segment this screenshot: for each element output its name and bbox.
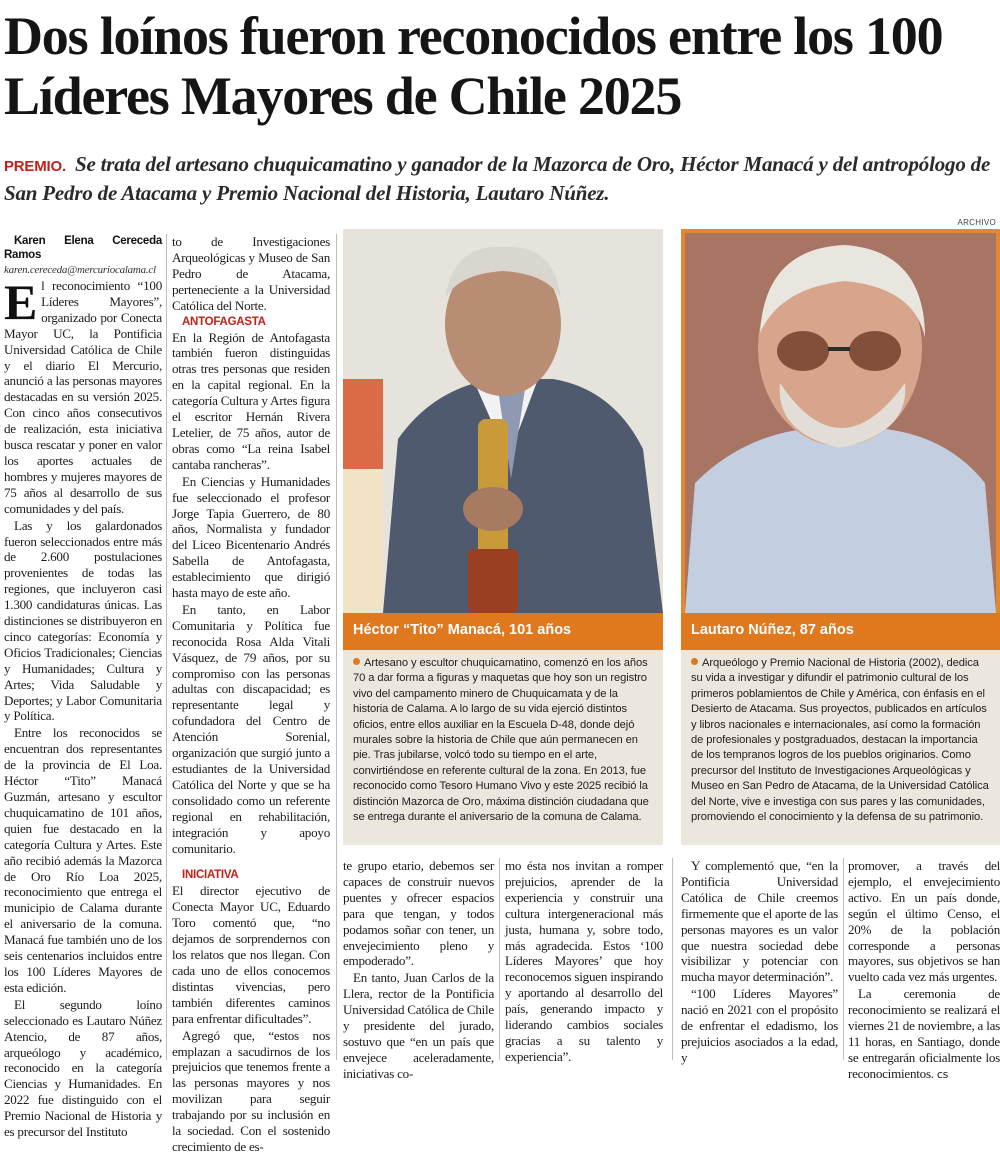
headline: Dos loínos fueron reconocidos entre los 100 Líderes Mayores de Chile 2025: [4, 6, 943, 126]
paragraph: promover, a través del ejemplo, el envejecimiento activo. En un país donde, según el último Censo, el 20% de la población corresponde a personas mayores, sus objetivos se han vuelto cada vez más urgentes.: [848, 858, 1000, 985]
paragraph: Agregó que, “estos nos emplazan a sacudirnos de los prejuicios que tenemos frente a las personas mayores y nos movilizan para seguir trabajando por su inclusión en la sociedad. Con el sostenido crecimiento de es-: [172, 1027, 330, 1154]
paragraph: “100 Líderes Mayores” nació en 2021 con el propósito de enfrentar el edadismo, los prejuicios asociados a la edad, y: [681, 986, 838, 1065]
bullet-icon: [353, 658, 360, 665]
photo-hector-manaca: [343, 229, 663, 613]
paragraph: Y complementó que, “en la Pontificia Universidad Católica de Chile creemos firmemente que el aporte de las personas mayores es un valor que nuestra sociedad debe visibilizar y potenciar con mucha mayor determinación”.: [681, 858, 838, 985]
paragraph: [4, 274, 162, 517]
paragraph: En tanto, en Labor Comunitaria y Política fue reconocida Rosa Alda Vitali Vásquez, de 79 años, por su compromiso con las personas adultas con discapacidad; es representante legal y cofundadora del Centro de Atención Sorenial, organización que surgió junto a estudiantes de la Universidad Católica del Norte y que se ha consolidado como un referente regional en rehabilitación, integración y apoyo comunitario.: [172, 601, 330, 856]
drop-cap: E: [4, 274, 38, 330]
caption-title-lautaro: Lautaro Núñez, 87 años: [681, 613, 1000, 650]
column-divider: [336, 234, 337, 1060]
paragraph: En tanto, Juan Carlos de la Llera, rector de la Pontificia Universidad Católica de Chile y presidente del jurado, sostuvo que “en un país que envejece aceleradamente, iniciativas co-: [343, 970, 494, 1081]
article-column-2: [172, 234, 330, 1154]
byline-email: karen.cereceda@mercuriocalama.cl: [4, 264, 156, 276]
portrait-illustration: [685, 233, 996, 613]
article-column-3: [343, 858, 494, 1081]
paragraph: El director ejecutivo de Conecta Mayor UC, Eduardo Toro comentó que, “no dejamos de sorprendernos con los relatos que nos llegan. Con cada uno de ellos conocemos distintas vivencias, pero también diferentes caminos para enfrentar dificultades”.: [172, 883, 330, 1026]
paragraph: Las y los galardonados fueron seleccionados entre más de 2.600 postulaciones provenientes de todas las regiones, que incluyeron casi 1.300 candidaturas únicas. Las distinciones se distribuyeron en cinco categorías: Economía y Oficios Tradicionales; Ciencias y Humanidades; Cultura y Artes; Vida Saludable y Deportes; y Labor Comunitaria y Política.: [4, 517, 162, 724]
column-divider: [499, 858, 500, 1060]
lead-text: Se trata del artesano chuquicamatino y ganador de la Mazorca de Oro, Héctor Manacá y del antropólogo de San Pedro de Atacama y Premio Nacional del Historia, Lautaro Núñez.: [4, 152, 991, 205]
photo-credit: ARCHIVO: [957, 218, 996, 227]
paragraph-text: La ceremonia de reconocimiento se realizará el viernes 21 de noviembre, a las 11 horas, en Santiago, donde se entregarán oficialmente los reconocimientos.: [848, 986, 1000, 1081]
paragraph: Entre los reconocidos se encuentran dos representantes de la provincia de El Loa. Héctor “Tito” Manacá Guzmán, artesano y escultor chuquicamatino de 101 años, quien fue destacado en la categoría Cultura y Artes. Este año recibió además la Mazorca de Oro Río Loa 2025, reconocimiento que entrega el municipio de Calama durante el aniversario de la comuna. Manacá fue también uno de los seis centenarios incluidos entre los 100 Líderes Mayores de esta edición.: [4, 725, 162, 995]
article-column-1: [4, 234, 162, 1140]
end-mark: cs: [936, 1067, 949, 1081]
lead-kicker: PREMIO.: [4, 158, 66, 175]
photo-lautaro-nunez: [681, 229, 1000, 617]
column-divider: [672, 858, 673, 1060]
lead-paragraph: [4, 151, 996, 207]
paragraph: [848, 986, 1000, 1082]
caption-text: Arqueólogo y Premio Nacional de Historia (2002), dedica su vida a investigar y difundir el patrimonio cultural de los primeros poblamientos de Chile y América, con énfasis en el Desierto de Atacama. Sus proyectos, publicados en artículos y libros nacionales e internacionales, así como la formación de profesionales y postgraduados, destacan la importancia de los tempranos logros de los pueblos originarios. Como precursor del Instituto de Investigaciones Arqueológicas y Museo en San Pedro de Atacama, de la Universidad Católica del Norte, vive e investiga con sus pares y las comunidades, promoviendo el conocimiento y la defensa de su patrimonio.: [691, 657, 989, 824]
caption-box-hector: [343, 650, 663, 845]
paragraph: te grupo etario, debemos ser capaces de construir nuevos puentes y ofrecer espacios para que tengan, y todos podamos soñar con tener, un envejecimiento pleno y empoderado”.: [343, 858, 494, 969]
column-divider: [166, 234, 167, 1060]
caption-box-lautaro: [681, 650, 1000, 845]
paragraph: to de Investigaciones Arqueológicas y Museo de San Pedro de Atacama, perteneciente a la Universidad Católica del Norte.: [172, 234, 330, 313]
article-column-5: [681, 858, 838, 1065]
article-column-6: [848, 858, 1000, 1081]
paragraph: En Ciencias y Humanidades fue seleccionado el profesor Jorge Tapia Guerrero, de 80 años, Normalista y fundador del Liceo Bicentenario Andrés Sabella de Antofagasta, establecimiento que dirigió hasta mayo de este año.: [172, 473, 330, 601]
byline-author: Karen Elena Cereceda Ramos: [4, 235, 162, 261]
bullet-icon: [691, 658, 698, 665]
paragraph: mo ésta nos invitan a romper prejuicios, aprender de la experiencia y construir una cultura intergeneracional más justa, humana y, sobre todo, más agradecida. Estos ‘100 Líderes Mayores’ que hoy reconocemos siguen inspirando y aportando al desarrollo del país, generando impacto y liderando cambios sociales gracias a su talento y experiencia”.: [505, 858, 663, 1064]
portrait-illustration: [343, 229, 663, 613]
caption-title-hector: Héctor “Tito” Manacá, 101 años: [343, 613, 663, 650]
paragraph: El segundo loíno seleccionado es Lautaro Núñez Atencio, de 87 años, arqueólogo y académico, reconocido en la categoría Ciencias y Humanidades. En 2022 fue distinguido con el Premio Nacional de Historia y es precursor del Instituto: [4, 996, 162, 1140]
paragraph: En la Región de Antofagasta también fueron distinguidas otras tres personas que residen en la capital regional. En la categoría Cultura y Artes figura el escritor Hernán Rivera Letelier, de 75 años, autor de obras como “La reina Isabel cantaba rancheras”.: [172, 329, 330, 472]
subheading-iniciativa: INICIATIVA: [182, 869, 239, 882]
subheading-antofagasta: ANTOFAGASTA: [182, 315, 266, 328]
caption-text: Artesano y escultor chuquicamatino, comenzó en los años 70 a dar forma a figuras y maquetas que hoy son un registro vivo del campamento minero de Chuquicamata y de la historia de Calama. A lo largo de su vida ejerció distintos oficios, entre ellos auxiliar en la Escuela D-48, donde dejó murales sobre la historia de Chile que aún permanecen en pie. Tras jubilarse, volcó todo su tiempo en el arte, convirtiéndose en referente cultural de la zona. En 2013, fue reconocido como Tesoro Humano Vivo y este 2025 recibió la distinción Mazorca de Oro, máxima distinción ciudadana que se entrega durante el aniversario de la comuna de Calama.: [353, 657, 649, 824]
article-column-4: [505, 858, 663, 1064]
paragraph-text: l reconocimiento “100 Líderes Mayores”, organizado por Conecta Mayor UC, la Pontificia Universidad Católica de Chile y el diario El Mercurio, anunció a las personas mayores destacadas en su versión 2025. Con cinco años consecutivos de realización, esta iniciativa busca rescatar y poner en valor los aportes actuales de hombres y mujeres mayores de 75 años al desarrollo de sus comunidades y del país.: [4, 278, 162, 516]
column-divider: [843, 858, 844, 1060]
